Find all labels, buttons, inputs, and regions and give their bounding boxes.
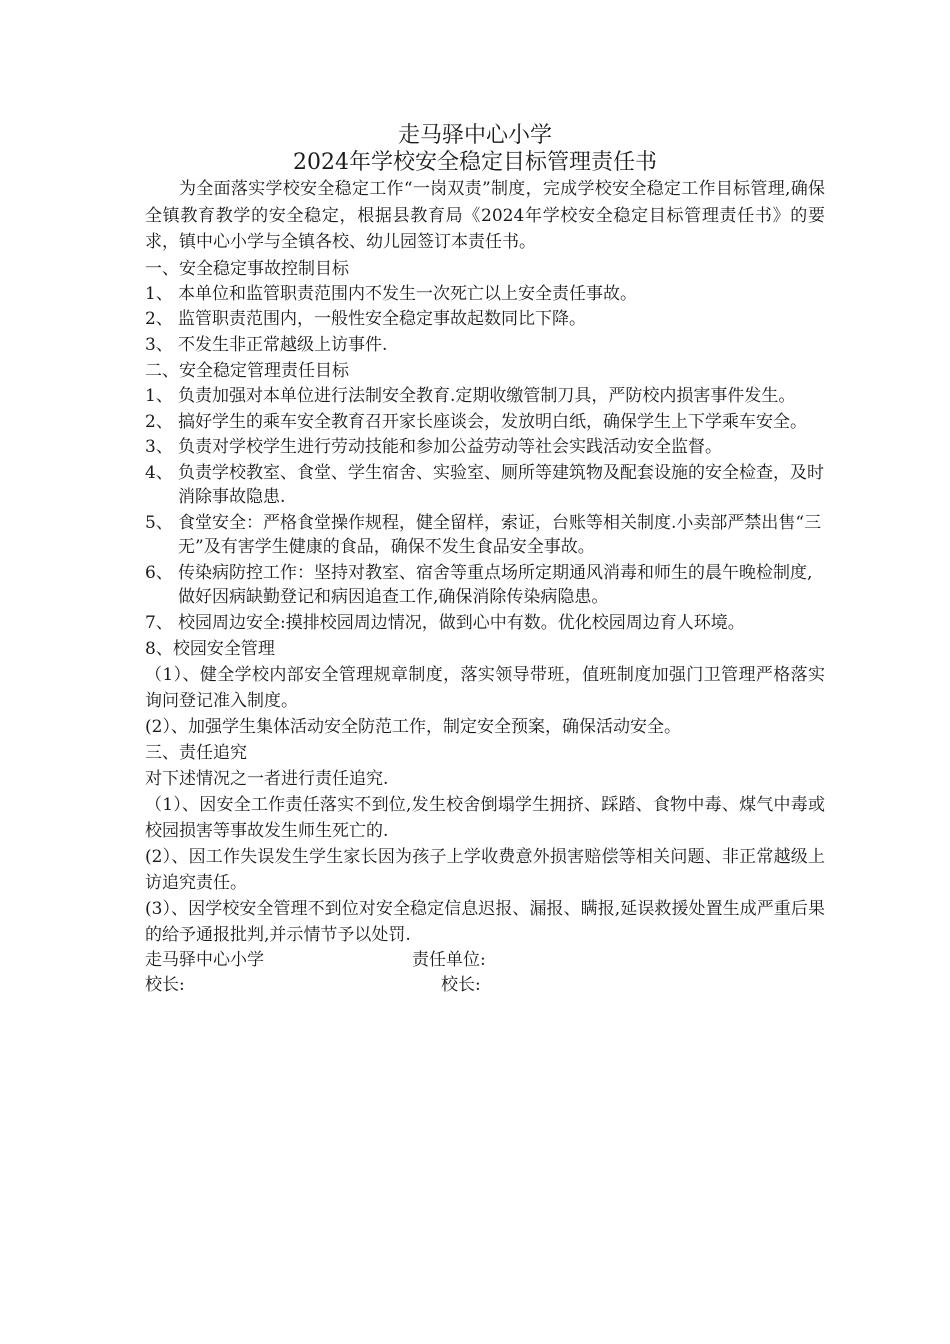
section2-item [145,384,825,409]
item-number: 2、 [145,309,173,329]
item-number: 1、 [145,386,173,406]
section2-item [145,435,825,460]
section1-item [145,282,825,307]
section-heading-2: 二、安全稳定管理责任目标 [145,361,349,381]
item-number: 6、 [145,562,173,583]
item-number: 3、 [145,334,173,355]
school-name: 走马驿中心小学 [397,123,552,148]
principal-b-label: 校长: [441,975,481,995]
signature-row-units [145,948,825,973]
item-text: 负责学校教室、食堂、学生宿舍、实验室、厕所等建筑物及配套设施的安全检查，及时消除事故隐患. [178,462,824,507]
document-body [145,176,825,998]
section3-item-1: （1）、因安全工作责任落实不到位,发生校舍倒塌学生拥挤、踩踏、食物中毒、煤气中毒或校园损害等事故发生师生死亡的. [145,795,825,841]
item-text: 不发生非正常越级上访事件. [178,334,388,355]
section-heading-1: 一、安全稳定事故控制目标 [145,258,349,279]
section3-item-3: (3）、因学校安全管理不到位对安全稳定信息迟报、漏报、瞒报,延误救援处置生成严重后果的给予通报批判,并示情节予以处罚. [145,899,825,945]
item-text: 食堂安全：严格食堂操作规程，健全留样，索证，台账等相关制度.小卖部严禁出售“三无”及有害学生健康的食品，确保不发生食品安全事故。 [178,512,822,557]
item-number: 1、 [145,283,173,304]
item-number: 3、 [145,437,173,457]
item-number: 4、 [145,462,173,483]
section2-item [145,611,825,636]
section2-item [145,561,825,610]
item-text: 搞好学生的乘车安全教育召开家长座谈会，发放明白纸，确保学生上下学乘车安全。 [178,411,807,432]
item8-heading: 8、校园安全管理 [145,639,275,659]
section2-item [145,410,825,435]
section1-item [145,333,825,358]
section2-item [145,511,825,560]
item-text: 负责对学校学生进行劳动技能和参加公益劳动等社会实践活动安全监督。 [178,437,722,457]
item8-sub-2: (2）、加强学生集体活动安全防范工作，制定安全预案，确保活动安全。 [145,717,681,737]
item-number: 5、 [145,512,173,533]
party-a-name: 走马驿中心小学 [145,950,264,970]
section1-item [145,307,825,332]
item-text: 负责加强对本单位进行法制安全教育.定期收缴管制刀具，严防校内损害事件发生。 [178,386,796,406]
item-text: 本单位和监管职责范围内不发生一次死亡以上安全责任事故。 [178,283,637,304]
item8-sub-1: （1）、健全学校内部安全管理规章制度，落实领导带班，值班制度加强门卫管理严格落实询问登记准入制度。 [145,665,825,711]
item-text: 校园周边安全:摸排校园周边情况，做到心中有数。优化校园周边育人环境。 [178,612,745,633]
signature-row-principals [145,973,825,998]
item-number: 7、 [145,612,173,633]
section-heading-3: 三、责任追究 [145,743,247,763]
item-number: 2、 [145,411,173,432]
intro-paragraph: 为全面落实学校安全稳定工作“一岗双责”制度，完成学校安全稳定工作目标管理,确保全镇教育教学的安全稳定，根据县教育局《2024年学校安全稳定目标管理责任书》的要求，镇中心小学与全镇各校、幼儿园签订本责任书。 [145,179,825,252]
section3-item-2: (2）、因工作失误发生学生家长因为孩子上学收费意外损害赔偿等相关问题、非正常越级上访追究责任。 [145,847,825,893]
principal-a-label: 校长: [145,975,185,995]
section2-item [145,461,825,510]
item-text: 监管职责范围内，一般性安全稳定事故起数同比下降。 [178,309,586,329]
document-title: 2024年学校安全稳定目标管理责任书 [293,150,657,175]
party-b-label: 责任单位: [412,950,486,970]
item-text: 传染病防控工作：坚持对教室、宿舍等重点场所定期通风消毒和师生的晨午晚检制度,做好因病缺勤登记和病因追查工作,确保消除传染病隐患。 [178,562,813,607]
section3-lead: 对下述情况之一者进行责任追究. [145,769,389,789]
